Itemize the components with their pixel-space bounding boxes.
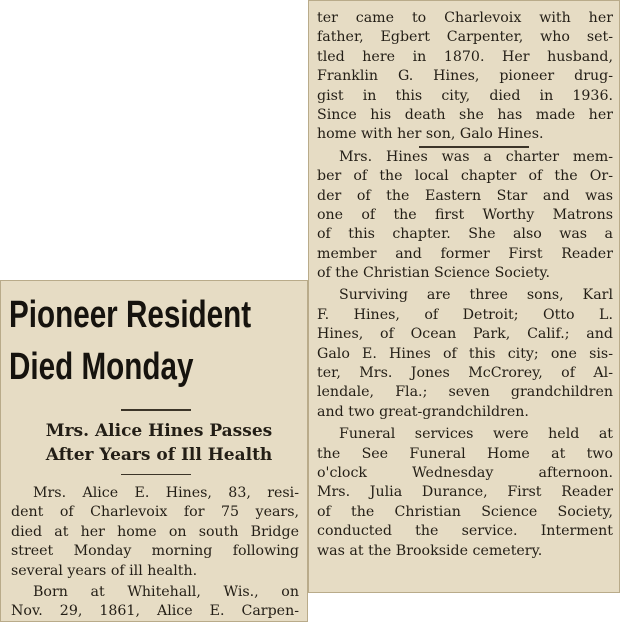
text-line: the See Funeral Home at two xyxy=(317,445,613,462)
clipping-right-column xyxy=(308,0,620,593)
text-line: Since his death she has made her xyxy=(317,106,613,123)
text-line: was at the Brookside cemetery. xyxy=(317,542,543,559)
article-body-right xyxy=(317,9,613,561)
divider-rule xyxy=(419,146,529,148)
text-line: Nov. 29, 1861, Alice E. Carpen- xyxy=(11,603,299,620)
text-line: several years of ill health. xyxy=(11,562,198,579)
divider-rule xyxy=(121,474,191,475)
text-line: ber of the local chapter of the Or- xyxy=(317,168,613,185)
subheadline-line-1: Mrs. Alice Hines Passes xyxy=(45,421,273,441)
text-line: Hines, of Ocean Park, Calif.; and xyxy=(317,326,613,343)
text-line: died at her home on south Bridge xyxy=(11,523,299,540)
text-line: Mrs. Alice E. Hines, 83, resi- xyxy=(33,485,299,501)
text-line: one of the first Worthy Matrons xyxy=(317,206,613,223)
headline-line-1: Pioneer Resident xyxy=(9,294,252,336)
text-line: dent of Charlevoix for 75 years, xyxy=(11,504,299,521)
text-line: Funeral services were held at xyxy=(339,426,613,443)
text-line: father, Egbert Carpenter, who set- xyxy=(317,29,613,46)
text-line: ter came to Charlevoix with her xyxy=(317,10,613,26)
headline-line-2: Died Monday xyxy=(9,346,194,388)
text-line: Franklin G. Hines, pioneer drug- xyxy=(317,68,613,85)
text-line: of the Christian Science Society. xyxy=(317,265,551,282)
text-line: member and former First Reader xyxy=(317,245,613,262)
text-line: conducted the service. Interment xyxy=(317,523,613,540)
text-line: o'clock Wednesday afternoon. xyxy=(317,464,613,481)
article-body-left xyxy=(11,484,299,622)
text-line: Galo E. Hines of this city; one sis- xyxy=(317,345,613,362)
text-line: home with her son, Galo Hines. xyxy=(317,126,544,143)
text-line: ter, Mrs. Jones McCrorey, of Al- xyxy=(317,365,613,382)
text-line: F. Hines, of Detroit; Otto L. xyxy=(317,306,613,323)
text-line: Mrs. Hines was a charter mem- xyxy=(339,148,613,165)
text-line: Born at Whitehall, Wis., on xyxy=(33,583,299,600)
clipping-left-column xyxy=(0,280,308,622)
text-line: gist in this city, died in 1936. xyxy=(317,87,613,104)
text-line: of the Christian Science Society, xyxy=(317,503,613,520)
text-line: street Monday morning following xyxy=(11,543,299,560)
text-line: tled here in 1870. Her husband, xyxy=(317,48,613,65)
divider-rule xyxy=(121,409,191,411)
text-line: lendale, Fla.; seven grandchildren xyxy=(317,384,613,401)
text-line: of this chapter. She also was a xyxy=(317,226,613,243)
text-line: Surviving are three sons, Karl xyxy=(339,287,613,304)
text-line: and two great-grandchildren. xyxy=(317,403,529,420)
text-line: Mrs. Julia Durance, First Reader xyxy=(317,484,613,501)
text-line: der of the Eastern Star and was xyxy=(317,187,613,204)
subheadline-line-2: After Years of Ill Health xyxy=(45,445,273,465)
